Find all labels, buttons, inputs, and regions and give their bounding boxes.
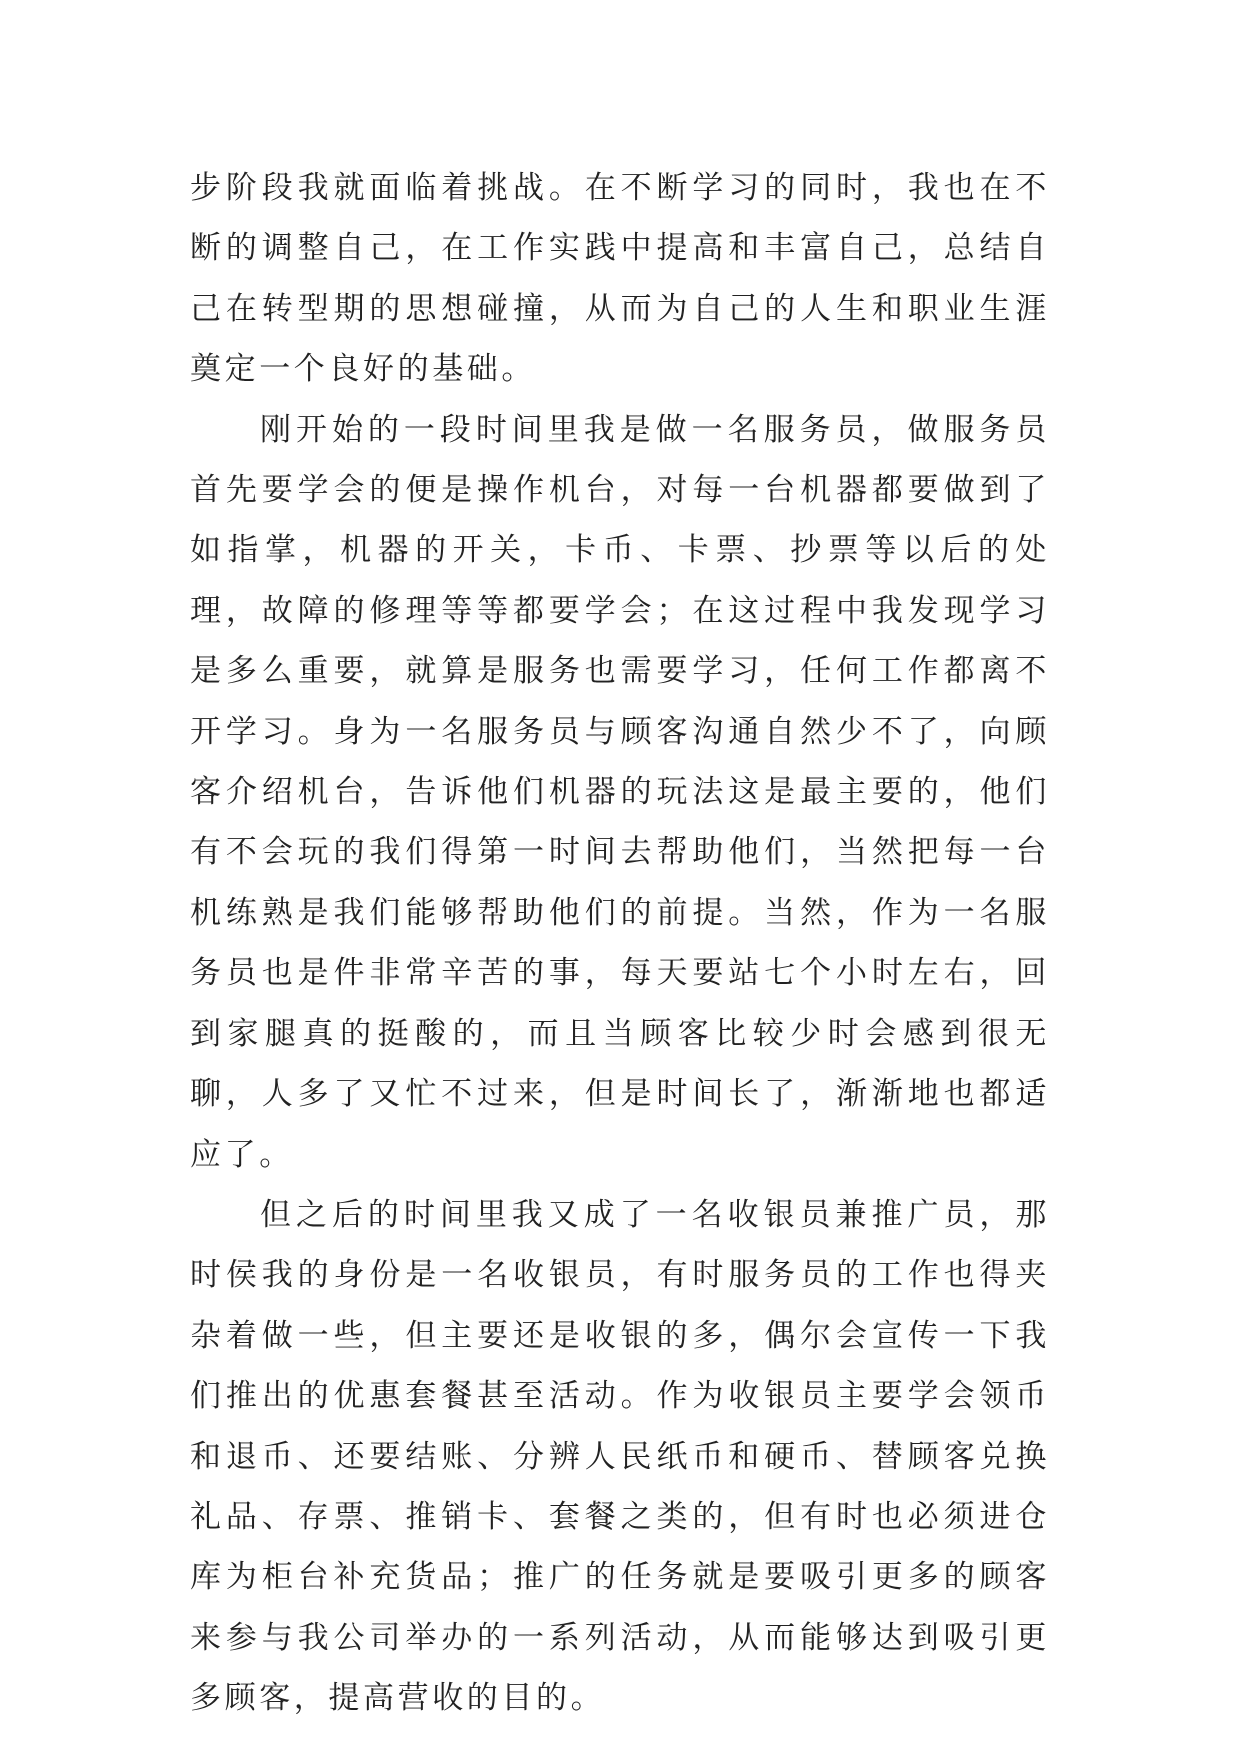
- paragraph-3: 但之后的时间里我又成了一名收银员兼推广员，那时侯我的身份是一名收银员，有时服务员的工作也得夹杂着做一些，但主要还是收银的多，偶尔会宣传一下我们推出的优惠套餐甚至活动。作为收银员主要学会领币和退币、还要结账、分辨人民纸币和硬币、替顾客兑换礼品、存票、推销卡、套餐之类的，但有时也必须进仓库为柜台补充货品；推广的任务就是要吸引更多的顾客来参与我公司举办的一系列活动，从而能够达到吸引更多顾客，提高营收的目的。: [190, 1196, 1050, 1717]
- paragraph-2: 刚开始的一段时间里我是做一名服务员，做服务员首先要学会的便是操作机台，对每一台机器都要做到了如指掌，机器的开关，卡币、卡票、抄票等以后的处理，故障的修理等等都要学会；在这过程中我发现学习是多么重要，就算是服务也需要学习，任何工作都离不开学习。身为一名服务员与顾客沟通自然少不了，向顾客介绍机台，告诉他们机器的玩法这是最主要的，他们有不会玩的我们得第一时间去帮助他们，当然把每一台机练熟是我们能够帮助他们的前提。当然，作为一名服务员也是件非常辛苦的事，每天要站七个小时左右，回到家腿真的挺酸的，而且当顾客比较少时会感到很无聊，人多了又忙不过来，但是时间长了，渐渐地也都适应了。: [190, 411, 1050, 1173]
- document-body: [190, 158, 1050, 1729]
- paragraph-1: 步阶段我就面临着挑战。在不断学习的同时，我也在不断的调整自己，在工作实践中提高和丰富自己，总结自己在转型期的思想碰撞，从而为自己的人生和职业生涯奠定一个良好的基础。: [190, 170, 1050, 388]
